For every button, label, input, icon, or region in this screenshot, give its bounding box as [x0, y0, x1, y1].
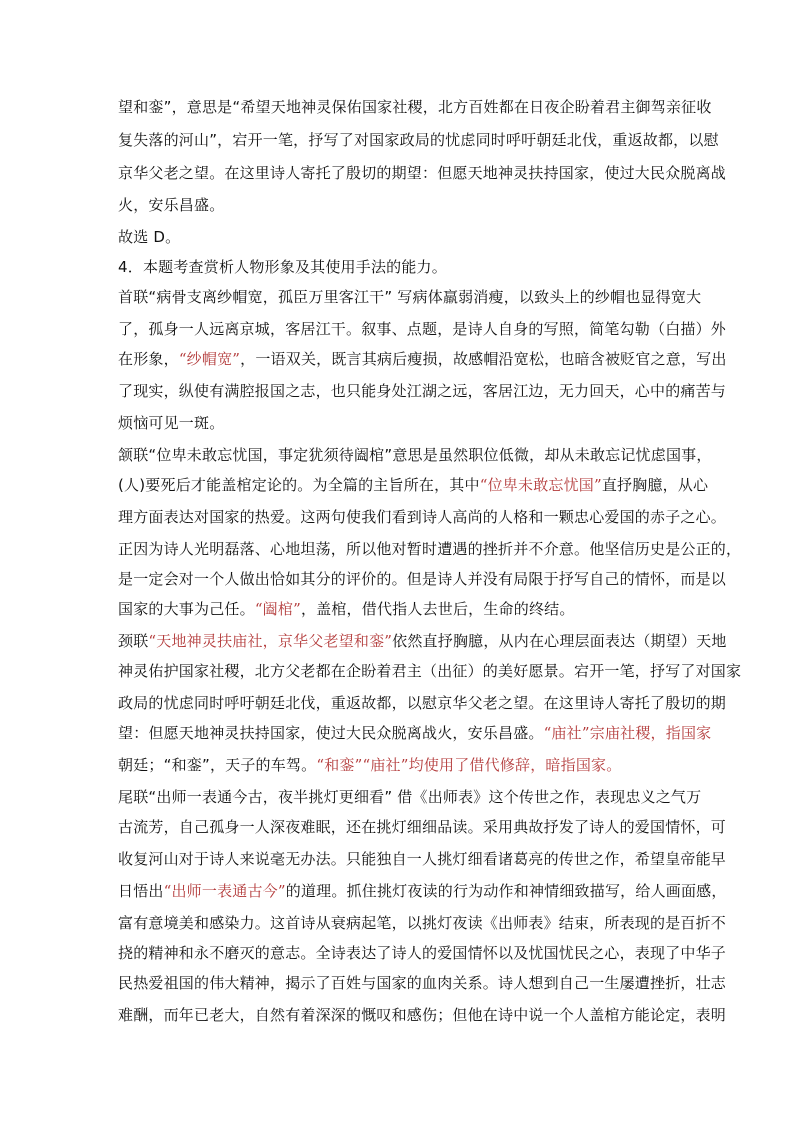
text-line: [118, 659, 742, 683]
text-line: [118, 128, 719, 152]
text-segment: 是一定会对一个人做出恰如其分的评价的。但是诗人并没有局限于抒写自己的情怀，而是以: [118, 570, 727, 588]
highlighted-quote: “纱帽宽”: [178, 350, 241, 368]
text-segment: 尾联“出师一表通今古，夜半挑灯更细看” 借《出师表》这个传世之作，表现忠义之气万: [118, 788, 702, 806]
text-segment: 首联“病骨支离纱帽宽，孤臣万里客江干” 写病体羸弱消瘦，以致头上的纱帽也显得宽大: [118, 288, 702, 306]
text-line: [118, 505, 727, 529]
text-segment: 难酬，而年已老大，自然有着深深的慨叹和感伤；但他在诗中说一个人盖棺方能论定，表明: [118, 1006, 727, 1024]
text-segment: 颈联: [118, 632, 149, 650]
text-segment: 民热爱祖国的伟大精神，揭示了百姓与国家的血肉关系。诗人想到自己一生屡遭挫折，壮志: [118, 974, 727, 992]
text-line: [118, 815, 727, 839]
text-line: [118, 629, 727, 653]
text-segment: 复失落的河山”，宕开一笔，抒写了对国家政局的忧虑同时呼吁朝廷北伐，重返故都，以慰: [118, 131, 719, 149]
text-line: [118, 161, 727, 185]
text-line: [118, 317, 727, 341]
text-line: [118, 597, 575, 621]
text-line: [118, 193, 224, 217]
text-segment: 望和銮”，意思是“希望天地神灵保佑国家社稷，北方百姓都在日夜企盼着君主御驾亲征收: [118, 98, 712, 116]
text-segment: 烦恼可见一斑。: [118, 414, 225, 432]
text-segment: 颔联“位卑未敢忘忧国，事定犹须待阖棺”意思是虽然职位低微，却从未敢忘记忧虑国事，: [118, 446, 712, 464]
text-line: [118, 879, 727, 903]
text-line: [118, 285, 702, 309]
highlighted-quote: “阖棺”: [254, 600, 301, 618]
text-line: [118, 971, 727, 995]
text-segment: 的道理。抓住挑灯夜读的行为动作和神情细致描写，给人画面感，: [285, 882, 727, 900]
highlighted-quote: “天地神灵扶庙社，京华父老望和銮”: [148, 632, 393, 650]
text-segment: 富有意境美和感染力。这首诗从衰病起笔，以挑灯夜读《出师表》结束，所表现的是百折不: [118, 914, 727, 932]
text-segment: 政局的忧虑同时呼吁朝廷北伐，重返故都，以慰京华父老之望。在这里诗人寄托了殷切的期: [118, 694, 727, 712]
text-line: [118, 721, 712, 745]
text-segment: 神灵佑护国家社稷，北方父老都在企盼着君主（出征）的美好愿景。宕开一笔，抒写了对国家: [118, 662, 742, 680]
text-line: [118, 255, 447, 279]
text-line: [118, 785, 702, 809]
highlighted-quote: “庙社”宗庙社稷，指国家: [543, 724, 712, 742]
text-segment: 古流芳，自己孤身一人深夜难眠，还在挑灯细细品读。采用典故抒发了诗人的爱国情怀，可: [118, 818, 727, 836]
highlighted-quote: “位卑未敢忘忧国”: [479, 476, 602, 494]
text-segment: 了现实，纵使有满腔报国之志，也只能身处江湖之远，客居江边，无力回天，心中的痛苦与: [118, 382, 727, 400]
highlighted-quote: “和銮”“庙社”均使用了借代修辞，暗指国家。: [316, 756, 622, 774]
highlighted-quote: “出师一表通古今”: [163, 882, 286, 900]
text-segment: ，一语双关，既言其病后瘦损，故感帽沿宽松，也暗含被贬官之意，写出: [240, 350, 727, 368]
text-line: [118, 847, 727, 871]
text-segment: 望：但愿天地神灵扶持国家，使过大民众脱离战火，安乐昌盛。: [118, 724, 544, 742]
text-segment: 了，孤身一人远离京城，客居江干。叙事、点题，是诗人自身的写照，简笔勾勒（白描）外: [118, 320, 727, 338]
text-segment: 京华父老之望。在这里诗人寄托了殷切的期望：但愿天地神灵扶持国家，使过大民众脱离战: [118, 164, 727, 182]
text-segment: 理方面表达对国家的热爱。这两句使我们看到诗人高尚的人格和一颗忠心爱国的赤子之心。: [118, 508, 727, 526]
text-segment: 直抒胸臆，从心: [601, 476, 709, 494]
text-line: [118, 1003, 727, 1027]
text-line: [118, 443, 712, 467]
text-segment: 在形象，: [118, 350, 179, 368]
text-line: [118, 567, 727, 591]
text-segment: (人)要死后才能盖棺定论的。为全篇的主旨所在，其中: [118, 476, 480, 494]
text-line: [118, 753, 621, 777]
text-segment: 日悟出: [118, 882, 164, 900]
text-line: [118, 95, 712, 119]
text-segment: 挠的精神和永不磨灭的意志。全诗表达了诗人的爱国情怀以及忧国忧民之心，表现了中华子: [118, 944, 727, 962]
text-line: [118, 411, 224, 435]
text-segment: 故选 D。: [118, 228, 181, 246]
text-segment: 朝廷；“和銮”，天子的车驾。: [118, 756, 317, 774]
text-line: [118, 379, 727, 403]
text-segment: 4．本题考查赏析人物形象及其使用手法的能力。: [118, 258, 447, 276]
text-segment: 依然直抒胸臆，从内在心理层面表达（期望）天地: [392, 632, 727, 650]
text-line: [118, 347, 727, 371]
text-line: [118, 473, 709, 497]
text-segment: ，盖棺，借代指人去世后，生命的终结。: [300, 600, 575, 618]
text-segment: 火，安乐昌盛。: [118, 196, 225, 214]
text-line: [118, 911, 727, 935]
text-line: [118, 225, 180, 249]
text-line: [118, 691, 727, 715]
text-segment: 国家的大事为己任。: [118, 600, 255, 618]
text-segment: 正因为诗人光明磊落、心地坦荡，所以他对暂时遭遇的挫折并不介意。他坚信历史是公正的，: [118, 540, 742, 558]
text-line: [118, 941, 727, 965]
text-segment: 收复河山对于诗人来说毫无办法。只能独自一人挑灯细看诸葛亮的传世之作，希望皇帝能早: [118, 850, 727, 868]
text-line: [118, 537, 742, 561]
